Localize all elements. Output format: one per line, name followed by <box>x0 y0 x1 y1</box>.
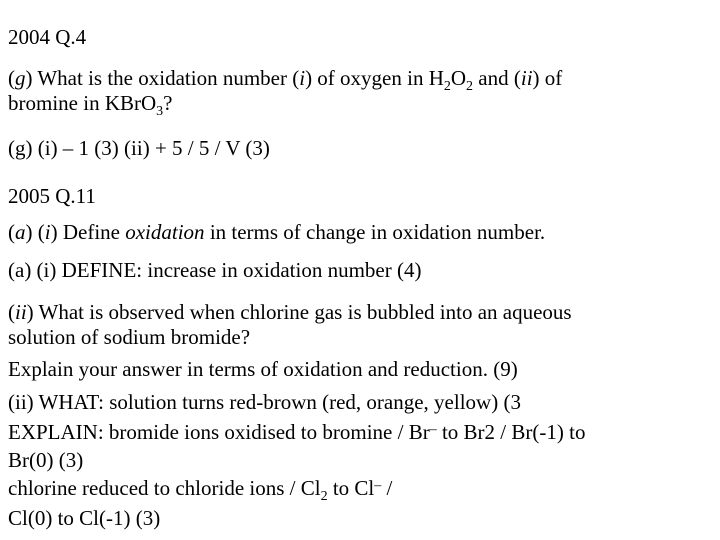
answer-explain-line1: EXPLAIN: bromide ions oxidised to bromine / Br– to Br2 / Br(-1) to <box>8 420 586 444</box>
question-2005-a: (a) (i) Define oxidation in terms of change in oxidation number. <box>8 220 546 244</box>
heading-2005: 2005 Q.11 <box>8 184 96 208</box>
question-2005-ii-line3: Explain your answer in terms of oxidation and reduction. (9) <box>8 357 518 381</box>
answer-2005-a: (a) (i) DEFINE: increase in oxidation number (4) <box>8 258 422 282</box>
question-2004-line2: bromine in KBrO$_3$? <box>8 91 173 119</box>
answer-what: (ii) WHAT: solution turns red-brown (red, orange, yellow) (3 <box>8 390 521 414</box>
question-2004-line1: (g) What is the oxidation number (i) of oxygen in $H_2O_2$ and (ii) of <box>8 66 563 94</box>
answer-chlorine-line1: chlorine reduced to chloride ions / $Cl_2$ to Cl– / <box>8 476 393 504</box>
answer-chlorine-line2: Cl(0) to Cl(-1) (3) <box>8 506 161 530</box>
question-2005-ii-line2: solution of sodium bromide? <box>8 325 251 349</box>
answer-explain-line2: Br(0) (3) <box>8 448 84 472</box>
question-2005-ii-line1: (ii) What is observed when chlorine gas is bubbled into an aqueous <box>8 300 572 324</box>
answer-2004: (g) (i) – 1 (3) (ii) + 5 / 5 / V (3) <box>8 136 270 160</box>
heading-2004: 2004 Q.4 <box>8 25 87 49</box>
